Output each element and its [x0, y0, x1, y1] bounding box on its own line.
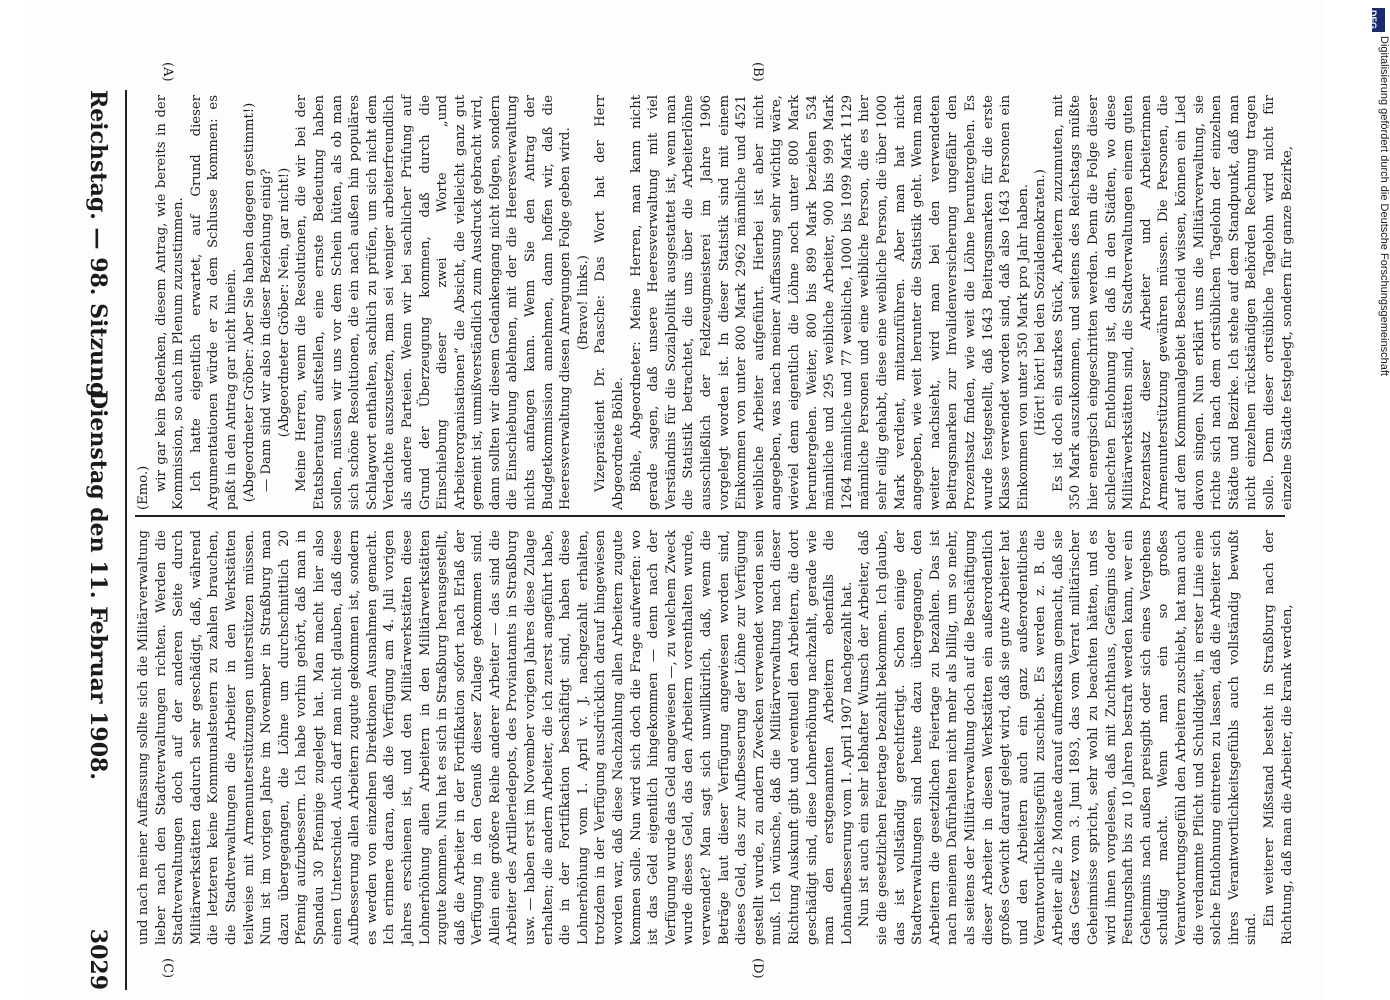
margin-marker-d: (D)	[750, 958, 765, 979]
page-header	[75, 90, 115, 990]
left-column	[135, 95, 1295, 510]
paragraph: — Dann sind wir also in dieser Beziehung einig?	[259, 168, 275, 492]
paragraph: wir gar kein Bedenken, diesem Antrag, wie bereits in der Kommission, so auch im Plenum zuzustimmen.	[153, 95, 187, 510]
interjection: (Abgeordneter Gröber: Nein, gar nicht!)	[276, 167, 292, 438]
paragraph: und nach meiner Auffassung sollte sich die Militärverwaltung lieber nach den Stadtverwaltungen richten. Werden die Stadtverwaltungen doch auf der anderen Seite durch Militärwerkstätten dadurch sehr geschädigt, daß, während die letzteren keine Kommunalsteuern zu zahlen brauchen, die Stadtverwaltungen die Arbeiter in den Werkstätten teilweise mit Armenunterstützungen unterstützen müssen. Nun ist im vorigen Jahre im November in Straßburg man dazu übergegangen, die Löhne um durchschnittlich 20 Pfennig aufzubessern. Ich habe vorhin gehört, daß man in Spandau 30 Pfennige zugelegt hat. Man macht hier also einen Unterschied. Auch darf man nicht glauben, daß diese Aufbesserung allen Arbeitern zugute gekommen ist, sondern es werden von einzelnen Direktionen Ausnahmen gemacht. Ich erinnere daran, daß die Verfügung am 4. Juli vorigen Jahres erschienen ist, und den Militärwerkstätten diese Lohnerhöhung allen Arbeitern in den Militärwerkstätten zugute kommen. Nun hat es sich in Straßburg herausgestellt, daß die Arbeiter in der Fortifikation sofort nach Erlaß der Verfügung in den Genuß dieser Zulage gekommen sind. Allein eine größere Reihe anderer Arbeiter — das sind die Arbeiter des Artilleriedepots, des Proviantamts in Straßburg usw. — haben erst im November vorigen Jahres diese Zulage erhalten; die andern Arbeiter, die ich zuerst angeführt habe, die in der Fortifikation beschäftigt sind, haben diese Lohnerhöhung vom 1. April v. J. nachgezahlt erhalten, trotzdem in der Verfügung ausdrücklich darauf hingewiesen worden war, daß diese Nachzahlung allen Arbeitern zugute kommen solle. Nun wird sich doch die Frage aufwerfen: wo ist das Geld eigentlich hingekommen — denn nach der Verfügung wurde das Geld angewiesen —, zu welchem Zweck wurde dieses Geld, das den Arbeitern vorenthalten wurde, verwendet? Man sagt sich unwillkürlich, daß, wenn die Beträge laut dieser Verfügung angewiesen worden sind, dieses Geld, das zur Aufbesserung der Löhne zur Verfügung gestellt wurde, zu andern Zwecken verwendet worden sein muß. Ich wünsche, daß die Militärverwaltung nach dieser Richtung Auskunft gibt und eventuell den Arbeitern, die dort geschädigt sind, diese Lohnerhöhung nachzahlt, gerade wie man den erstgenannten Arbeitern ebenfalls die Lohnaufbesserung vom 1. April 1907 nachgezahlt hat.	[136, 530, 855, 945]
speaker-announcement: Vizepräsident Dr. Paasche: Das Wort hat der Herr Abgeordnete Böhle.	[593, 95, 627, 510]
margin-marker-b: (B)	[750, 62, 765, 82]
header-rule	[125, 90, 127, 990]
digitization-note: Digitalisierung gefördert durch die Deutsche Forschungsgemeinschaft	[1378, 36, 1390, 376]
right-column	[135, 530, 1295, 945]
margin-marker-c: (C)	[160, 958, 175, 979]
dfg-logo-text: DFG	[1368, 10, 1378, 29]
header-date: Dienstag den 11. Februar 1908.	[85, 390, 111, 781]
newspaper-page	[25, 0, 1325, 1000]
paragraph: Nun ist auch ein sehr lebhafter Wunsch der Arbeiter, daß sie die gesetzlichen Feiertage bezahlt bekommen. Ich glaube, das ist vollständig gerechtfertigt. Schon einige der Stadtverwaltungen sind heute dazu übergegangen, den Arbeitern die gesetzlichen Feiertage zu bezahlen. Das ist nach meinem Dafürhalten nicht mehr als billig, um so mehr, als seitens der Militärverwaltung doch auf die Beschäftigung dieser Arbeiter in diesen Werkstätten ein außerordentlich großes Gewicht darauf gelegt wird, daß sie gute Arbeiter hat und den Arbeitern auch ein ganz außerordentliches Verantwortlichkeitsgefühl zuschiebt. Es werden z. B. die Arbeiter alle 2 Monate darauf aufmerksam gemacht, daß sie das Gesetz vom 3. Juni 1893, das vom Verrat militärischer Geheimnisse spricht, sehr wohl zu beachten hätten, und es wird ihnen vorgelesen, daß mit Zuchthaus, Gefängnis oder Festungshaft bis zu 10 Jahren bestraft werden kann, wer ein Geheimnis nach außen preisgibt oder sich eines Vergehens schuldig macht. Wenn man ein so großes Verantwortungsgefühl den Arbeitern zuschiebt, hat man auch die verdammte Pflicht und Schuldigkeit, in erster Linie eine solche Entlohnung eintreten zu lassen, daß die Arbeiter sich ihres Verantwortlichkeitsgefühls auch vollständig bewußt sind.	[857, 530, 1260, 945]
speaker-continuation: (Emo.)	[136, 465, 151, 510]
margin-marker-a: (A)	[160, 62, 175, 82]
paragraph: Böhle, Abgeordneter: Meine Herren, man kann nicht gerade sagen, daß unsere Heeresverwaltung mit viel Verständnis für die Sozialpolitik ausgestattet ist, wenn man die Statistik betrachtet, die uns über die Arbeiterlöhne ausschließlich der Feldzeugmeisterei im Jahre 1906 vorgelegt worden ist. In dieser Statistik sind mit einem Einkommen von unter 800 Mark 2962 männliche und 4521 weibliche Arbeiter aufgeführt. Hierbei ist aber nicht angegeben, was nach meiner Auffassung sehr wichtig wäre, wieviel denn eigentlich die Löhne noch unter 800 Mark heruntergehen. Weiter, 800 bis 899 Mark beziehen 534 männliche und 295 weibliche Arbeiter, 900 bis 999 Mark 1264 männliche und 77 weibliche, 1000 bis 1099 Mark 1129 männliche Personen und eine weibliche Person, die es hier sehr eilig gehabt, diese eine weibliche Person, die über 1000 Mark verdient, mitanzuführen. Aber man hat nicht angegeben, wie weit herunter die Statistik geht. Wenn man weiter nachsieht, wird man bei den verwendeten Beitragsmarken zur Invalidenversicherung ungefähr den Prozentsatz finden, wie weit die Löhne heruntergehen. Es wurde festgestellt, daß 1643 Beitragsmarken für die erste Klasse verwendet worden sind, daß also 1643 Personen ein Einkommen von unter 350 Mark pro Jahr haben.	[628, 95, 1031, 510]
interjection: (Abgeordneter Gröber: Aber Sie haben dagegen gestimmt!)	[241, 102, 257, 503]
paragraph: Ein weiterer Mißstand besteht in Straßburg nach der Richtung, daß man die Arbeiter, die krank werden,	[1262, 530, 1295, 945]
header-session: Reichstag. — 98. Sitzung.	[85, 90, 111, 406]
interjection: (Bravo! links.)	[575, 255, 591, 350]
column-divider	[135, 515, 1285, 517]
paragraph: Es ist doch ein starkes Stück, Arbeitern zuzumuten, mit 350 Mark auszukommen, und seitens des Reichstags müßte hier energisch eingeschritten werden. Denn die Folge dieser schlechten Entlohnung ist, daß in den Städten, wo diese Militärwerkstätten sind, die Stadtverwaltungen einem guten Prozentsatz dieser Arbeiter und Arbeiterinnen Armenunterstützung gewähren müssen. Die Personen, die auf dem Kommunalgebiet Bescheid wissen, können ein Lied davon singen. Nun erklärt uns die Militärverwaltung, sie richte sich nach dem ortsüblichen Tagelohn der einzelnen Städte und Bezirke. Ich stehe auf dem Standpunkt, daß man nicht einzelnen rückständigen Behörden Rechnung tragen solle. Denn dieser ortsübliche Tagelohn wird nicht für einzelne Städte festgelegt, sondern für ganze Bezirke,	[1050, 95, 1295, 510]
interjection: (Hört! hört! bei den Sozialdemokraten.)	[1033, 169, 1049, 436]
paragraph: Meine Herren, wenn die Resolutionen, die wir bei der Etatsberatung aufstellen, eine ernste Bedeutung haben sollen, müssen wir uns vor dem Schein hüten, als ob man sich schöne Resolutionen, die ein nach außen hin populäres Schlagwort enthalten, sachlich zu prüfen, um sich nicht dem Verdachte auszusetzen, man sei weniger arbeiterfreundlich als andere Parteien. Wenn wir bei sachlicher Prüfung auf Grund der Überzeugung kommen, daß durch die Einschiebung dieser zwei Worte „und Arbeiterorganisationen“ die Absicht, die vielleicht ganz gut gemeint ist, unmißverständlich zum Ausdruck gebracht wird, dann sollten wir diesem Gedankengang nicht folgen, sondern die Einschiebung ablehnen, mit der die Heeresverwaltung nichts anfangen kann. Wenn Sie den Antrag der Budgetkommission annehmen, dann hoffen wir, daß die Heeresverwaltung diesen Anregungen Folge geben wird.	[294, 95, 574, 510]
paragraph: Ich hatte eigentlich erwartet, auf Grund dieser Argumentationen würde er zu dem Schlusse kommen: es paßt in den Antrag gar nicht hinein.	[188, 95, 239, 510]
page-number: 3029	[85, 928, 111, 990]
